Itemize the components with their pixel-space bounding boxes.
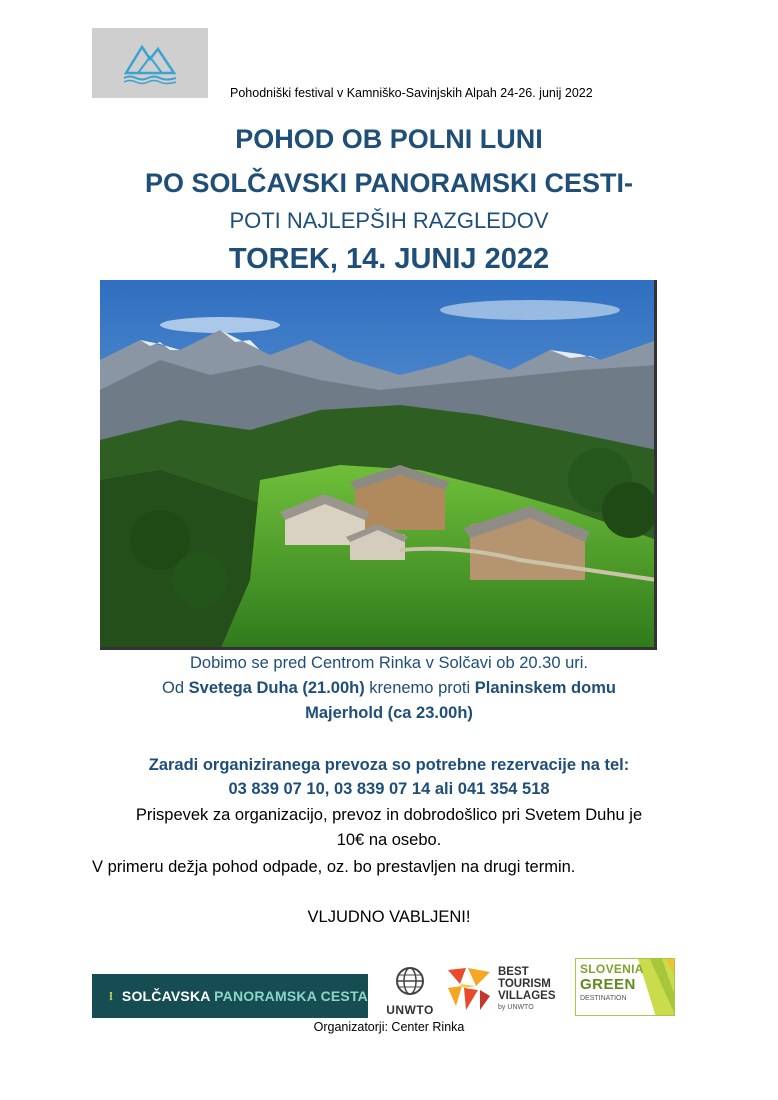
route-prefix: Od	[162, 679, 189, 697]
invitation: VLJUDNO VABLJENI!	[307, 908, 471, 926]
route-start: Svetega Duha (21.00h)	[188, 679, 365, 697]
event-title-line2: PO SOLČAVSKI PANORAMSKI CESTI-	[144, 168, 634, 198]
btv-by: by UNWTO	[498, 1004, 534, 1011]
event-title-line1: POHOD OB POLNI LUNI	[235, 124, 543, 154]
unwto-label: UNWTO	[386, 1003, 434, 1017]
route-end-line2: Majerhold (ca 23.00h)	[305, 704, 473, 722]
best-tourism-villages-logo	[446, 966, 566, 1016]
rain-notice: V primeru dežja pohod odpade, oz. bo prestavljen na drugi termin.	[92, 858, 576, 876]
festival-heading: Pohodniški festival v Kamniško-Savinjskih Alpah 24-26. junij 2022	[230, 86, 593, 100]
mountain-logo-icon	[120, 41, 180, 85]
route-info	[0, 679, 778, 698]
green-line3: DESTINATION	[580, 995, 627, 1002]
mosaic-icon	[446, 966, 492, 1012]
btv-line3: VILLAGES	[498, 990, 556, 1002]
rinka-logo-text-light: PANORAMSKA CESTA	[214, 988, 368, 1004]
event-subtitle: POTI NAJLEPŠIH RAZGLEDOV	[229, 208, 549, 233]
globe-icon	[395, 966, 425, 996]
phone-numbers: 03 839 07 10, 03 839 07 14 ali 041 354 518	[228, 780, 550, 798]
festival-logo	[92, 28, 208, 98]
green-line2: GREEN	[580, 976, 636, 993]
fee-info-line2: 10€ na osebo.	[336, 831, 442, 849]
route-end: Planinskem domu	[474, 679, 616, 697]
reservation-info: Zaradi organiziranega prevoza so potrebne rezervacije na tel:	[148, 756, 630, 774]
slovenia-green-logo	[575, 958, 675, 1016]
solcavska-panoramska-cesta-logo	[92, 974, 368, 1018]
rinka-logo-text: SOLČAVSKA	[121, 988, 215, 1004]
green-line1: SLOVENIA	[580, 962, 644, 976]
fee-info-line1: Prispevek za organizacijo, prevoz in dobrodošlico pri Svetem Duhu je	[135, 806, 643, 824]
btv-line1: BEST	[498, 966, 529, 978]
meeting-info: Dobimo se pred Centrom Rinka v Solčavi ob 20.30 uri.	[189, 654, 589, 672]
landscape-photo	[100, 280, 657, 650]
event-date: TOREK, 14. JUNIJ 2022	[228, 243, 550, 275]
figure-icon	[108, 981, 114, 1011]
btv-line2: TOURISM	[498, 978, 551, 990]
organizers: Organizatorji: Center Rinka	[313, 1020, 465, 1034]
unwto-logo	[380, 966, 440, 1016]
route-middle: krenemo proti	[364, 679, 475, 697]
